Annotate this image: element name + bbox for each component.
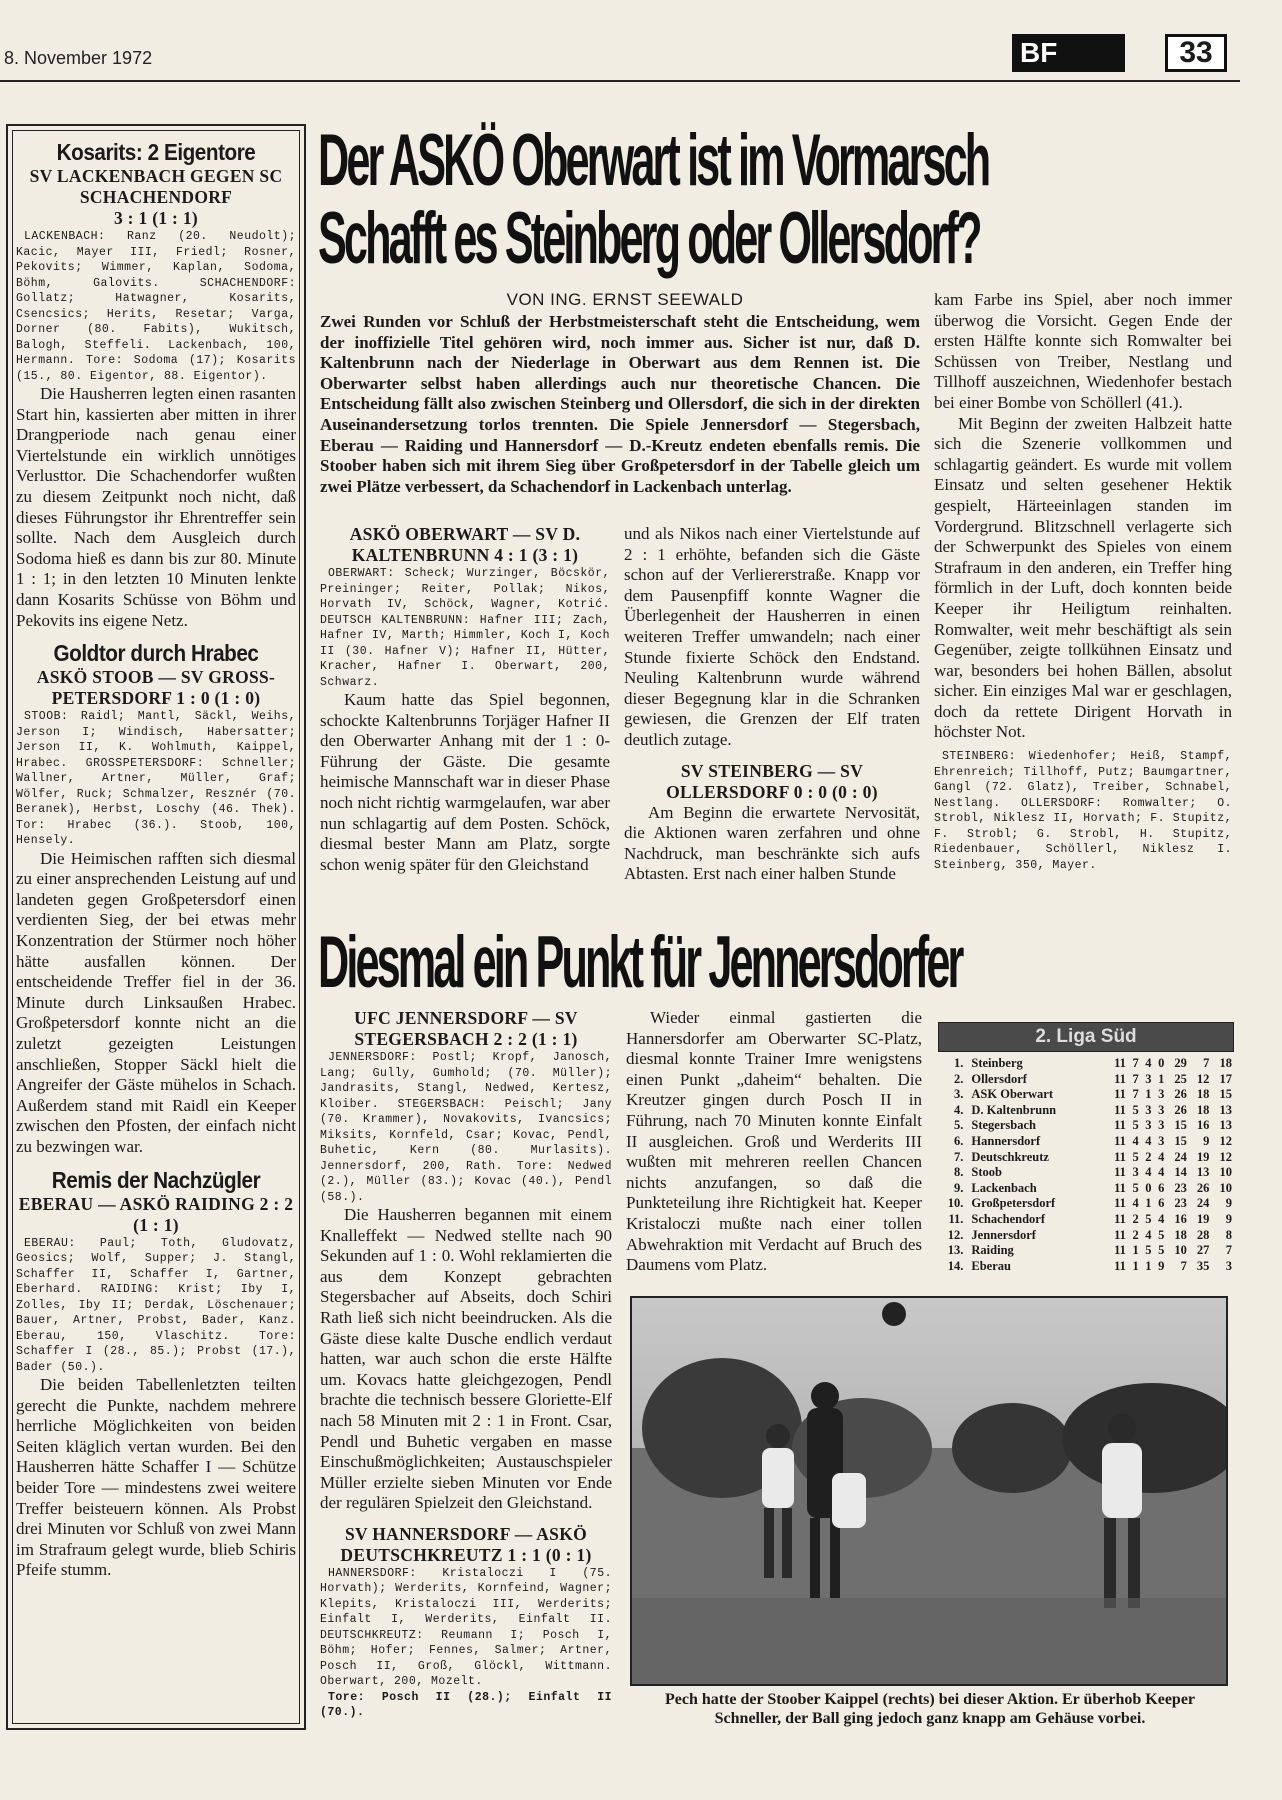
league-lost: 0 — [1158, 1056, 1165, 1070]
league-pos: 14. — [947, 1258, 964, 1273]
league-won: 5 — [1132, 1102, 1139, 1117]
league-pos: 7. — [954, 1149, 964, 1164]
league-goals-against: 27 — [1196, 1243, 1210, 1258]
league-team: Hannersdorf — [971, 1133, 1041, 1148]
story2-text: Die Heimischen rafften sich diesmal zu einer ansprechenden Leistung auf und landeten gegen Großpetersdorf einen verdienten Sieg, der bei etwas mehr Konzentration der Stürmer noch höher hätte ausfallen können. Der entscheidende Treffer fiel in der 36. Minute durch Linksaußen Hrabec. Großpetersdorf konnte nicht an die zuletzt gezeigten Leistungen anschließen, Stopper Säckl hielt die Angreifer der Gäste mühelos in Schach. Außerdem stand mit Raidl ein Keeper zwischen den Pfosten, der einfach nicht zu bezwingen war. — [16, 848, 296, 1156]
league-played: 11 — [1114, 1133, 1126, 1148]
league-goals-for: 23 — [1174, 1180, 1187, 1195]
league-lost: 3 — [1158, 1087, 1165, 1102]
league-played: 11 — [1114, 1180, 1126, 1195]
right-col-text1: kam Farbe ins Spiel, aber noch immer überwog die Vorsicht. Gegen Ende der ersten Hälfte konnte sich Romwalter bei Schüssen von Treiber, Nestlang und Tillhoff auszeichnen, Wiedenhofer bestach bei einer Bombe von Schöllerl (41.). — [934, 290, 1232, 412]
league-won: 3 — [1132, 1165, 1139, 1180]
league-won: 7 — [1132, 1071, 1139, 1086]
league-drawn: 3 — [1145, 1071, 1152, 1086]
story3-match: EBERAU — ASKÖ RAIDING 2 : 2 (1 : 1) — [18, 1193, 294, 1235]
league-played: 11 — [1114, 1243, 1126, 1258]
league-won: 2 — [1132, 1211, 1139, 1226]
league-goals-for: 16 — [1174, 1211, 1187, 1226]
league-played: 11 — [1114, 1196, 1126, 1211]
story3-text: Die beiden Tabellenletzten teilten gerecht die Punkte, nachdem mehrere herrliche Möglichkeiten von beiden Seiten kläglich vertan wurden. Bei den Hausherren hätte Schaffer I — Schütze beider Tore — mindestens zwei weitere Treffer beisteuern können. Als Probst drei Minuten vor Schluß von zwei Mann im Strafraum gelegt wurde, blieb Schiris Pfeife stumm. — [16, 1375, 296, 1580]
league-pos: 1. — [954, 1056, 964, 1070]
league-won: 7 — [1132, 1087, 1139, 1102]
league-row — [938, 1196, 1234, 1212]
header-rule — [0, 80, 1240, 82]
league-team: Stoob — [971, 1165, 1002, 1180]
match-c-title: UFC JENNERSDORF — SV STEGERSBACH 2 : 2 (1 : 1) — [354, 1008, 578, 1049]
section-tag: BF — [1012, 34, 1125, 72]
league-lost: 1 — [1158, 1071, 1165, 1086]
second-headline: Diesmal ein Punkt für Jennersdorfer — [318, 921, 962, 1003]
league-goals-for: 24 — [1174, 1149, 1187, 1164]
league-won: 5 — [1132, 1149, 1139, 1164]
league-row — [938, 1103, 1234, 1119]
match-a-continuation: und als Nikos nach einer Viertelstunde auf 2 : 1 erhöhte, befanden sich die Gäste schon auf der Verliererstraße. Knapp vor dem Pausenpfiff konnte Wagner die Überlegenheit der Hausherren in einen weiteren Treffer umwandeln; nach einer Stunde fixierte Schöck den Endstand. Neuling Kaltenbrunn wurde während dieser Begegnung klar in die Schranken gewiesen, die Grenzen der Elf traten deutlich zutage. — [624, 524, 920, 749]
league-goals-against: 7 — [1203, 1056, 1210, 1070]
league-points: 12 — [1219, 1133, 1232, 1148]
story1-score: 3 : 1 (1 : 1) — [113, 208, 199, 228]
league-goals-against: 26 — [1196, 1180, 1210, 1195]
league-table — [938, 1022, 1234, 1274]
match-a-column — [320, 524, 610, 912]
league-goals-for: 15 — [1174, 1118, 1187, 1133]
league-lost: 4 — [1158, 1149, 1165, 1164]
league-goals-for: 23 — [1174, 1196, 1187, 1211]
match-b-text: Am Beginn die erwartete Nervosität, die Aktionen waren zerfahren und ohne Nachdruck, man beschränkte sich aufs Abtasten. Erst nach einer halben Stunde — [624, 802, 920, 884]
league-lost: 3 — [1158, 1102, 1165, 1117]
match-d-title: SV HANNERSDORF — ASKÖ DEUTSCHKREUTZ 1 : 1 (0 : 1) — [340, 1523, 592, 1565]
league-row — [938, 1228, 1234, 1244]
league-won: 4 — [1132, 1196, 1139, 1211]
match-d-goals: Tore: Posch II (28.); Einfalt II (70.). — [320, 1690, 612, 1720]
story2-headline: Goldtor durch Hrabec — [53, 640, 259, 667]
story3-headline: Remis der Nachzügler — [51, 1166, 261, 1193]
league-row — [938, 1150, 1234, 1166]
league-won: 5 — [1132, 1118, 1139, 1133]
league-pos: 9. — [954, 1180, 964, 1195]
league-goals-for: 15 — [1174, 1133, 1187, 1148]
byline: VON ING. ERNST SEEWALD — [506, 290, 744, 309]
match-a-text: Kaum hatte das Spiel begonnen, schockte Kaltenbrunns Torjäger Hafner II den Oberwarter Anhang mit der 1 : 0-Führung der Gäste. Die gesamte heimische Mannschaft war in dieser Phase noch nicht richtig warmgelaufen, war aber nun schlagartig auf dem Posten. Schöck, diesmal bester Mann am Platz, sorgte schon wenig später für den Gleichstand — [320, 690, 610, 874]
league-played: 11 — [1114, 1118, 1126, 1133]
league-pos: 2. — [954, 1071, 964, 1086]
league-team: Lackenbach — [971, 1180, 1037, 1195]
league-points: 17 — [1219, 1071, 1232, 1086]
league-team: D. Kaltenbrunn — [971, 1102, 1057, 1117]
league-goals-against: 18 — [1196, 1102, 1210, 1117]
story1-match: SV LACKENBACH GEGEN SC SCHACHENDORF — [29, 166, 283, 207]
sidebar-column — [16, 138, 296, 1718]
league-drawn: 0 — [1145, 1180, 1152, 1195]
league-pos: 4. — [954, 1102, 964, 1117]
league-goals-against: 9 — [1203, 1133, 1210, 1148]
match-d-text: Wieder einmal gastierten die Hannersdorfer am Oberwarter SC-Platz, diesmal konnte Trainer Imre wenigstens einen Punkt „daheim“ behalten. Die Kreutzer gingen durch Posch II in Führung, nach 70 Minuten konnte Einfalt II ausgleichen. Groß und Werderits III wußten mit mehreren reellen Chancen nichts anzufangen, so daß die Punkteteilung ihre Richtigkeit hat. Keeper Kristaloczi mußte nach einer tollen Abwehraktion mit Verdacht auf Bruch des Daumens vom Platz. — [626, 1008, 922, 1275]
league-points: 10 — [1219, 1180, 1232, 1195]
match-photo — [630, 1296, 1228, 1686]
league-row — [938, 1165, 1234, 1181]
photo-caption: Pech hatte der Stoober Kaippel (rechts) bei dieser Aktion. Er überhob Keeper Schneller, der Ball ging jedoch ganz knapp am Gehäuse vorbei. — [664, 1691, 1196, 1727]
league-row — [938, 1181, 1234, 1197]
story1-text: Die Hausherren legten einen rasanten Start hin, kassierten aber mitten in ihrer Drangperiode nach genau einer Viertelstunde ein wirklich unnötiges Verlusttor. Die Schachendorfer wußten zu diesem Zeitpunkt noch nicht, daß dieses Führungstor ihr Ehrentreffer sein sollte. Nach dem Ausgleich durch Sodoma hieß es dann bis zur 80. Minute 1 : 1; in den letzten 10 Minuten lenkte dann Kosarits Schüsse von Böhm und Pekovits ins eigene Netz. — [16, 384, 296, 630]
league-points: 13 — [1219, 1102, 1232, 1117]
match-d-column — [626, 1008, 922, 1288]
league-pos: 6. — [954, 1133, 964, 1148]
match-c-text: Die Hausherren begannen mit einem Knalleffekt — Nedwed stellte nach 90 Sekunden auf 1 : 0. Wohl reklamierten die aus dem Konzept gebrachten Stegersbacher auf Abseits, doch Schiri Rath ließ sich nicht beeindrucken. Als die Gäste diese kalte Dusche endlich verdaut hatten, war auch schon die erste Hälfte um. Kovacs hatte gleichgezogen, Pendl brachte die technisch bessere Gloriette-Elf nach 58 Minuten mit 2 : 1 in Front. Csar, Pendl und Buhetic vergaben en masse Einschußmöglichkeiten; Austauschspieler Müller erzielte sieben Minuten vor Ende der regulären Spielzeit den Gleichstand. — [320, 1205, 612, 1513]
league-pos: 10. — [947, 1196, 964, 1211]
league-drawn: 3 — [1145, 1118, 1152, 1133]
league-played: 11 — [1114, 1258, 1126, 1273]
story1-lineup: LACKENBACH: Ranz (20. Neudolt); Kacic, Mayer III, Friedl; Rosner, Pekovits; Wimmer, Kaplan, Sodoma, Böhm, Galovits. SCHACHENDORF: Gollatz; Hatwagner, Kosarits, Csencsics; Herits, Resetar; Varga, Dorner (80. Fabits), Wukitsch, Balogh, Steffeli. Lackenbach, 100, Hermann. Tore: Sodoma (17); Kosarits (15., 80. Eigentor, 88. Eigentor). — [16, 230, 296, 383]
league-goals-against: 13 — [1196, 1165, 1210, 1180]
league-played: 11 — [1114, 1227, 1126, 1242]
league-points: 12 — [1219, 1149, 1232, 1164]
right-column — [934, 290, 1232, 912]
league-goals-for: 7 — [1180, 1258, 1187, 1273]
league-drawn: 1 — [1145, 1196, 1152, 1211]
match-d-lineup: HANNERSDORF: Kristaloczi I (75. Horvath); Werderits, Kornfeind, Wagner; Klepits, Kristaloczi III, Werderits; Einfalt I, Werderits, Einfalt II. DEUTSCHKREUTZ: Reumann I; Posch I, Böhm; Hofer; Fennes, Salmer; Artner, Posch II, Groß, Glöckl, Wittmann. Oberwart, 200, Mozelt. — [320, 1566, 612, 1689]
match-c-lineup: JENNERSDORF: Postl; Kropf, Janosch, Lang; Gully, Gumhold; (70. Müller); Jandrasits, Stangl, Nedwed, Kertesz, Kloiber. STEGERSBACH: Peischl; Jany (70. Krammer), Novakovits, Ivancsics; Miksits, Kornfeld, Csar; Kovac, Pendl, Buhetic, Kern (80. Murlasits). Jennersdorf, 200, Rath. Tore: Nedwed (2.), Müller (83.); Kovac (40.), Pendl (58.). — [320, 1051, 612, 1204]
league-goals-for: 18 — [1174, 1227, 1187, 1242]
league-row — [938, 1134, 1234, 1150]
league-lost: 4 — [1158, 1211, 1165, 1226]
league-drawn: 4 — [1145, 1133, 1152, 1148]
league-lost: 3 — [1158, 1133, 1165, 1148]
league-goals-for: 10 — [1174, 1243, 1187, 1258]
league-won: 1 — [1132, 1258, 1139, 1273]
league-goals-against: 18 — [1196, 1087, 1210, 1102]
league-goals-against: 16 — [1196, 1118, 1210, 1133]
issue-date: 8. November 1972 — [4, 48, 153, 68]
league-lost: 4 — [1158, 1165, 1165, 1180]
league-row — [938, 1072, 1234, 1088]
league-table-body — [938, 1056, 1234, 1274]
story2-lineup: STOOB: Raidl; Mantl, Säckl, Weihs, Jerson I; Windisch, Habersatter; Jerson II, K. Wohlmuth, Kaippel, Hrabec. GROSSPETERSDORF: Schneller; Wallner, Artner, Müller, Graf; Wölfer, Ruck; Schmalzer, Resznér (70. Beranek), Herbst, Loschy (46. Thek). Tor: Hrabec (36.). Stoob, 100, Hensely. — [16, 710, 296, 848]
league-points: 3 — [1225, 1258, 1232, 1273]
league-points: 9 — [1225, 1196, 1232, 1211]
league-won: 1 — [1132, 1243, 1139, 1258]
league-won: 5 — [1132, 1180, 1139, 1195]
league-pos: 11. — [948, 1211, 964, 1226]
league-pos: 13. — [947, 1243, 964, 1258]
league-played: 11 — [1114, 1056, 1126, 1070]
league-drawn: 5 — [1145, 1211, 1152, 1226]
league-won: 7 — [1132, 1056, 1139, 1070]
league-goals-against: 35 — [1196, 1258, 1210, 1273]
league-team: Eberau — [971, 1258, 1011, 1273]
story3-lineup: EBERAU: Paul; Toth, Gludovatz, Geosics; Wolf, Supper; J. Stangl, Schaffer II, Schaffer I, Gartner, Eberhard. RAIDING: Krist; Iby I, Zolles, Iby II; Derdak, Löschenauer; Bauer, Artner, Probst, Bader, Kanz. Eberau, 150, Vlaschitz. Tore: Schaffer I (28., 85.); Probst (17.), Bader (50.). — [16, 1236, 296, 1374]
league-points: 10 — [1219, 1165, 1232, 1180]
league-pos: 12. — [947, 1227, 964, 1242]
league-won: 2 — [1132, 1227, 1139, 1242]
league-row — [938, 1087, 1234, 1103]
league-team: ASK Oberwart — [971, 1087, 1053, 1102]
league-points: 9 — [1225, 1211, 1232, 1226]
league-played: 11 — [1114, 1165, 1126, 1180]
story2-match: ASKÖ STOOB — SV GROSS-PETERSDORF 1 : 0 (1 : 0) — [36, 667, 276, 709]
league-played: 11 — [1114, 1071, 1126, 1086]
league-played: 11 — [1114, 1087, 1126, 1102]
main-headline-line2: Schafft es Steinberg oder Ollersdorf? — [318, 197, 980, 279]
league-goals-against: 19 — [1196, 1149, 1210, 1164]
league-goals-against: 28 — [1196, 1227, 1210, 1242]
league-lost: 5 — [1158, 1243, 1165, 1258]
league-team: Jennersdorf — [971, 1227, 1036, 1242]
league-drawn: 5 — [1145, 1243, 1152, 1258]
league-played: 11 — [1114, 1102, 1126, 1117]
league-row — [938, 1118, 1234, 1134]
league-drawn: 4 — [1145, 1227, 1152, 1242]
league-points: 18 — [1219, 1056, 1232, 1070]
league-pos: 3. — [954, 1087, 964, 1102]
lead-paragraph: Zwei Runden vor Schluß der Herbstmeisterschaft steht die Entscheidung, wem der inoffizielle Titel gehören wird, noch immer aus. Sicher ist nur, daß D. Kaltenbrunn nach der Niederlage in Oberwart aus dem Rennen ist. Die Oberwarter selbst haben allerdings auch nur theoretische Chancen. Die Entscheidung fällt also zwischen Steinberg und Ollersdorf, die sich in der direkten Auseinandersetzung torlos trennten. Die Spiele Jennersdorf — Stegersbach, Eberau — Raiding und Hannersdorf — D.-Kreutz endeten ebenfalls remis. Die Stoober haben sich mit ihrem Sieg über Großpetersdorf in der Tabelle gleich um zwei Plätze verbessert, da Schachendorf in Lackenbach unterlag. — [320, 312, 920, 496]
league-goals-against: 24 — [1196, 1196, 1210, 1211]
league-points: 8 — [1225, 1227, 1232, 1242]
league-goals-for: 29 — [1174, 1056, 1187, 1070]
league-team: Ollersdorf — [971, 1071, 1027, 1086]
league-row — [938, 1056, 1234, 1072]
league-played: 11 — [1114, 1149, 1126, 1164]
league-points: 15 — [1219, 1087, 1232, 1102]
league-drawn: 4 — [1145, 1056, 1152, 1070]
league-drawn: 3 — [1145, 1102, 1152, 1117]
page-number: 33 — [1165, 34, 1227, 72]
match-b-title: SV STEINBERG — SV OLLERSDORF 0 : 0 (0 : 0) — [666, 760, 878, 802]
league-team: Schachendorf — [971, 1211, 1046, 1226]
league-row — [938, 1212, 1234, 1228]
league-won: 4 — [1132, 1133, 1139, 1148]
league-row — [938, 1259, 1234, 1275]
league-goals-for: 26 — [1174, 1087, 1187, 1102]
league-goals-for: 25 — [1174, 1071, 1187, 1086]
league-team: Großpetersdorf — [971, 1196, 1056, 1211]
match-c-column — [320, 1008, 612, 1748]
league-lost: 6 — [1158, 1196, 1165, 1211]
league-played: 11 — [1114, 1211, 1126, 1226]
match-a-title: ASKÖ OBERWART — SV D. KALTENBRUNN 4 : 1 (3 : 1) — [349, 524, 581, 565]
league-drawn: 4 — [1145, 1165, 1152, 1180]
league-team: Raiding — [971, 1243, 1014, 1258]
league-lost: 3 — [1158, 1118, 1165, 1133]
league-drawn: 1 — [1145, 1087, 1152, 1102]
league-row — [938, 1243, 1234, 1259]
league-table-title: 2. Liga Süd — [938, 1022, 1234, 1052]
league-points: 7 — [1225, 1243, 1232, 1258]
league-lost: 6 — [1158, 1180, 1165, 1195]
league-team: Stegersbach — [971, 1118, 1036, 1133]
league-drawn: 1 — [1145, 1258, 1152, 1273]
league-goals-for: 26 — [1174, 1102, 1187, 1117]
match-a-lineup: OBERWART: Scheck; Wurzinger, Böcskör, Preininger; Reiter, Pollak; Nikos, Horvath IV, Schöck, Wagner, Kotrić. DEUTSCH KALTENBRUNN: Hafner III; Zach, Hafner IV, Marth; Himmler, Koch I, Koch II (30. Hafner V); Hafner II, Hütter, Kracher, Hafner I. Oberwart, 200, Schwarz. — [320, 567, 610, 689]
right-col-text2: Mit Beginn der zweiten Halbzeit hatte sich die Szenerie vollkommen und schlagartig geändert. Es wurde mit vollem Einsatz und selten gesehener Hektik gespielt, Härteeinlagen standen im Vordergrund. Blitzschnell verlagerte sich der Schwerpunkt des Spieles von einem Strafraum in den anderen, ein Treffer hing förmlich in der Luft, doch konnten beide Keeper ihr Heiligtum reinhalten. Romwalter, weit mehr beschäftigt als sein Gegenüber, zeigte tollkühnen Einsatz und war, besonders bei hohen Bällen, absolut sicher. Ein einziges Mal war er geschlagen, doch da rettete Dirigent Horvath in höchster Not. — [934, 413, 1232, 742]
league-team: Deutschkreutz — [971, 1149, 1049, 1164]
league-lost: 5 — [1158, 1227, 1165, 1242]
league-goals-against: 12 — [1196, 1071, 1210, 1086]
match-photo-image — [632, 1298, 1228, 1686]
league-pos: 5. — [954, 1118, 964, 1133]
right-col-lineup: STEINBERG: Wiedenhofer; Heiß, Stampf, Ehrenreich; Tillhoff, Putz; Baumgartner, Gangl (72. Glatz), Treiber, Schnabel, Nestlang. OLLERSDORF: Romwalter; O. Strobl, Niklesz II, Horvath; F. Stupitz, F. Strobl; G. Strobl, H. Stupitz, Riedenbauer, Schöllerl, Niklesz I. Steinberg, 350, Mayer. — [934, 750, 1232, 872]
league-drawn: 2 — [1145, 1149, 1152, 1164]
main-headline-line1: Der ASKÖ Oberwart ist im Vormarsch — [318, 119, 989, 201]
match-b-column — [624, 524, 920, 912]
story1-headline: Kosarits: 2 Eigentore — [56, 139, 256, 165]
league-goals-for: 14 — [1174, 1165, 1187, 1180]
league-points: 13 — [1219, 1118, 1232, 1133]
league-goals-against: 19 — [1196, 1211, 1210, 1226]
league-team: Steinberg — [971, 1056, 1023, 1070]
league-pos: 8. — [954, 1165, 964, 1180]
league-lost: 9 — [1158, 1258, 1165, 1273]
